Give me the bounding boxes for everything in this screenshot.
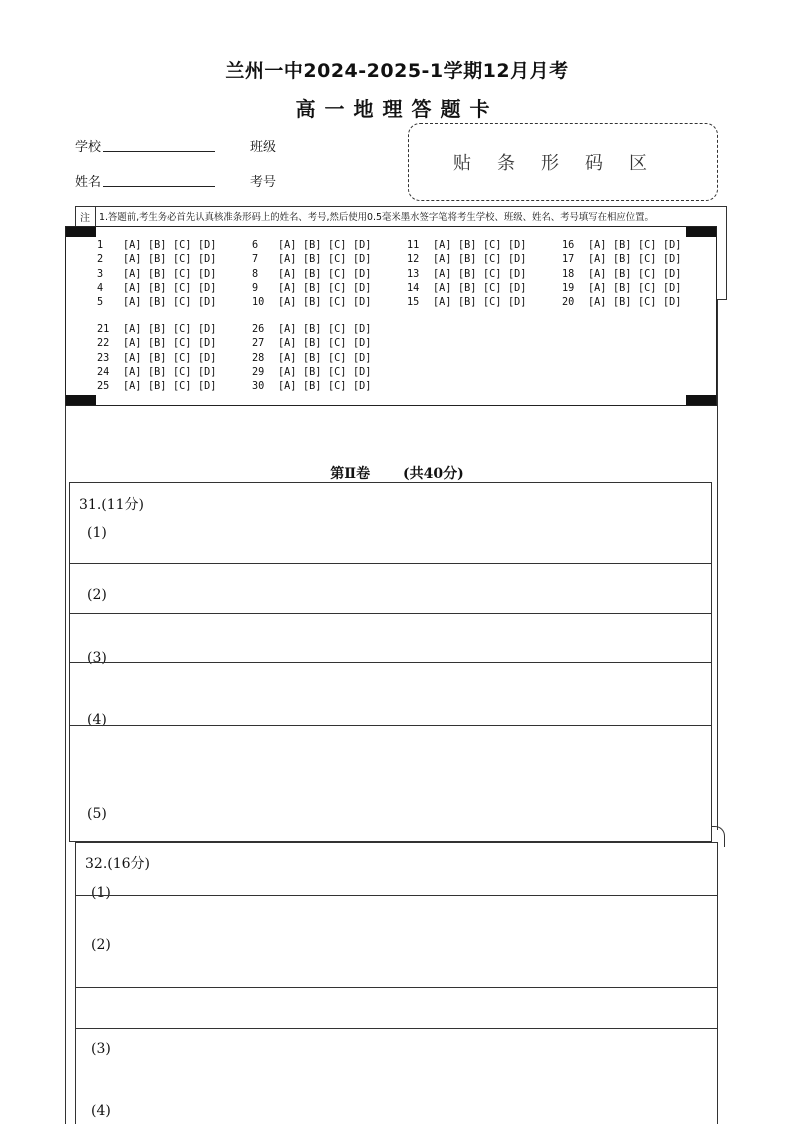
answer-bubble[interactable]: [C] [328,366,347,378]
answer-bubble[interactable]: [A] [588,240,607,251]
answer-bubble[interactable]: [A] [433,240,452,251]
mcq-row [252,282,378,296]
question-number: 3 [97,268,104,280]
answer-bubble[interactable]: [B] [458,254,477,266]
answer-bubble[interactable]: [C] [173,366,192,378]
name-label: 姓名 [75,175,102,190]
section-2-title: 第Ⅱ卷 [330,466,371,482]
answer-bubble[interactable]: [B] [303,254,322,266]
answer-bubble[interactable]: [D] [663,240,682,251]
answer-bubble[interactable]: [C] [638,240,657,251]
answer-bubble[interactable]: [C] [328,254,347,266]
question-number: 29 [252,366,265,378]
q31-sub-4: (4) [87,712,107,728]
answer-bubble[interactable]: [B] [458,268,477,280]
answer-bubble[interactable]: [C] [638,254,657,266]
answer-bubble[interactable]: [A] [278,240,297,251]
answer-bubble[interactable]: [A] [278,268,297,280]
question-number: 19 [562,282,575,294]
question-number: 14 [407,282,420,294]
answer-bubble[interactable]: [C] [483,282,502,294]
answer-bubble[interactable]: [B] [613,282,632,294]
answer-bubble[interactable]: [D] [353,338,372,350]
answer-bubble[interactable]: [A] [123,338,142,350]
frame-right-line [717,300,718,830]
mcq-column [97,239,223,310]
question-number: 5 [97,297,104,309]
alignment-mark [686,227,716,237]
answer-bubble[interactable]: [C] [483,268,502,280]
answer-bubble[interactable]: [B] [303,366,322,378]
section-2-heading [0,463,794,483]
exam-title: 兰州一中2024-2025-1学期12月月考 [225,60,569,82]
question-number: 24 [97,366,110,378]
mcq-row [407,296,533,310]
q32-sub-4: (4) [91,1103,111,1119]
answer-bubble[interactable]: [D] [198,282,217,294]
answer-bubble[interactable]: [D] [508,240,527,251]
q31-sub-5: (5) [87,806,107,822]
answer-bubble[interactable]: [D] [663,282,682,294]
frame-corner [712,826,725,847]
answer-bubble[interactable]: [C] [173,297,192,309]
answer-bubble[interactable]: [B] [613,297,632,309]
answer-bubble[interactable]: [A] [123,297,142,309]
question-number: 1 [97,240,104,251]
answer-bubble[interactable]: [D] [198,297,217,309]
answer-bubble[interactable]: [D] [508,297,527,309]
answer-bubble[interactable]: [C] [328,268,347,280]
mcq-row [97,352,223,366]
answer-bubble[interactable]: [A] [123,366,142,378]
answer-bubble[interactable]: [A] [123,268,142,280]
question-31-title: 31.(11分) [79,497,145,513]
answer-bubble[interactable]: [A] [588,254,607,266]
answer-bubble[interactable]: [C] [483,240,502,251]
question-number: 9 [252,282,259,294]
answer-bubble[interactable]: [A] [123,254,142,266]
divider [69,613,712,614]
question-number: 2 [97,254,104,266]
question-32-title: 32.(16分) [85,856,151,872]
answer-bubble[interactable]: [B] [613,268,632,280]
answer-bubble[interactable]: [B] [148,381,167,393]
divider [69,662,712,663]
answer-bubble[interactable]: [A] [588,297,607,309]
answer-sheet-title: 高一地理答题卡 [295,97,499,121]
answer-bubble[interactable]: [A] [278,352,297,364]
answer-bubble[interactable]: [D] [198,240,217,251]
answer-bubble[interactable]: [B] [148,254,167,266]
answer-bubble[interactable]: [A] [278,324,297,335]
mcq-row [97,282,223,296]
question-number: 20 [562,297,575,309]
answer-bubble[interactable]: [B] [613,240,632,251]
mcq-row [562,296,688,310]
answer-bubble[interactable]: [D] [353,254,372,266]
q32-sub-1: (1) [91,885,111,901]
barcode-area: 贴条形码区 [408,123,718,201]
question-number: 17 [562,254,575,266]
question-number: 11 [407,240,420,251]
note-item-1: 1.答题前,考生务必首先认真核准条形码上的姓名、考号,然后使用0.5毫米墨水签字笔将考生学校、班级、姓名、考号填写在相应位置。 [99,212,654,223]
mcq-row [252,366,378,380]
mcq-row [97,337,223,351]
answer-bubble[interactable]: [D] [198,254,217,266]
answer-bubble[interactable]: [A] [123,381,142,393]
question-number: 12 [407,254,420,266]
answer-bubble[interactable]: [C] [328,338,347,350]
answer-bubble[interactable]: [B] [148,366,167,378]
notes-label: 注 [75,206,96,226]
answer-bubble[interactable]: [C] [638,268,657,280]
mcq-row [252,268,378,282]
school-field[interactable] [103,137,215,152]
mcq-column [407,239,533,310]
answer-bubble[interactable]: [D] [353,381,372,393]
answer-bubble[interactable]: [D] [353,324,372,335]
answer-bubble[interactable]: [C] [328,352,347,364]
answer-bubble[interactable]: [D] [663,297,682,309]
answer-bubble[interactable]: [B] [303,297,322,309]
answer-bubble[interactable]: [B] [148,297,167,309]
mcq-row [97,366,223,380]
question-number: 30 [252,381,265,393]
answer-bubble[interactable]: [B] [303,268,322,280]
divider [69,563,712,564]
answer-bubble[interactable]: [A] [433,297,452,309]
mcq-row [97,239,223,253]
question-number: 15 [407,297,420,309]
answer-bubble[interactable]: [C] [173,268,192,280]
answer-bubble[interactable]: [C] [328,240,347,251]
class-label: 班级 [250,140,277,155]
answer-bubble[interactable]: [D] [508,282,527,294]
question-32-box[interactable] [75,842,718,1124]
answer-bubble[interactable]: [D] [353,297,372,309]
answer-bubble[interactable]: [A] [433,282,452,294]
mcq-column [562,239,688,310]
answer-bubble[interactable]: [D] [353,268,372,280]
mcq-column [97,323,223,394]
question-number: 25 [97,381,110,393]
answer-bubble[interactable]: [D] [508,268,527,280]
answer-bubble[interactable]: [D] [508,254,527,266]
answer-bubble[interactable]: [A] [433,268,452,280]
question-number: 10 [252,297,265,309]
answer-bubble[interactable]: [D] [198,268,217,280]
answer-bubble[interactable]: [D] [198,324,217,335]
q31-sub-2: (2) [87,587,107,603]
answer-bubble[interactable]: [C] [483,254,502,266]
mcq-column [252,323,378,394]
alignment-mark [66,227,96,237]
question-number: 16 [562,240,575,251]
answer-bubble[interactable]: [B] [148,324,167,335]
answer-bubble[interactable]: [D] [198,352,217,364]
q32-sub-3: (3) [91,1041,111,1057]
answer-bubble[interactable]: [B] [303,282,322,294]
answer-bubble[interactable]: [D] [353,366,372,378]
answer-bubble[interactable]: [C] [173,324,192,335]
divider [75,895,718,896]
answer-bubble[interactable]: [A] [123,240,142,251]
mcq-row [97,323,223,337]
mcq-row [252,239,378,253]
answer-bubble[interactable]: [C] [173,352,192,364]
divider [69,725,712,726]
answer-bubble[interactable]: [B] [148,282,167,294]
answer-bubble[interactable]: [D] [663,254,682,266]
answer-bubble[interactable]: [C] [173,254,192,266]
q31-sub-3: (3) [87,650,107,666]
answer-bubble[interactable]: [A] [123,352,142,364]
q31-sub-1: (1) [87,525,107,541]
answer-bubble[interactable]: [B] [303,352,322,364]
question-number: 7 [252,254,259,266]
name-field[interactable] [103,172,215,187]
mcq-row [252,352,378,366]
mcq-row [407,268,533,282]
question-number: 8 [252,268,259,280]
mcq-row [97,253,223,267]
q32-sub-2: (2) [91,937,111,953]
answer-bubble[interactable]: [D] [198,366,217,378]
answer-bubble[interactable]: [B] [148,240,167,251]
school-label: 学校 [75,140,102,155]
divider [75,1028,718,1029]
answer-bubble[interactable]: [C] [328,324,347,335]
answer-bubble[interactable]: [C] [638,297,657,309]
question-number: 27 [252,338,265,350]
answer-bubble[interactable]: [B] [148,352,167,364]
answer-bubble[interactable]: [B] [148,268,167,280]
divider [75,987,718,988]
answer-bubble[interactable]: [C] [483,297,502,309]
question-number: 6 [252,240,259,251]
answer-bubble[interactable]: [C] [328,297,347,309]
section-2-score: (共40分) [402,466,464,482]
mcq-row [252,253,378,267]
answer-bubble[interactable]: [A] [278,254,297,266]
answer-bubble[interactable]: [C] [173,338,192,350]
question-number: 28 [252,352,265,364]
answer-bubble[interactable]: [C] [173,282,192,294]
mcq-row [562,268,688,282]
frame-left-line [65,400,66,1124]
mcq-row [97,268,223,282]
answer-bubble[interactable]: [B] [613,254,632,266]
answer-bubble[interactable]: [C] [328,381,347,393]
multiple-choice-box [65,226,717,406]
question-number: 4 [97,282,104,294]
mcq-row [252,337,378,351]
mcq-column [252,239,378,310]
question-number: 18 [562,268,575,280]
mcq-row [97,296,223,310]
alignment-mark [66,395,96,405]
question-number: 21 [97,324,110,335]
answer-bubble[interactable]: [D] [353,352,372,364]
mcq-row [562,239,688,253]
answer-bubble[interactable]: [B] [303,324,322,335]
question-number: 13 [407,268,420,280]
answer-bubble[interactable]: [C] [328,282,347,294]
answer-bubble[interactable]: [D] [198,338,217,350]
mcq-group-2 [97,323,717,398]
answer-bubble[interactable]: [B] [303,240,322,251]
answer-bubble[interactable]: [A] [433,254,452,266]
mcq-row [97,380,223,394]
answer-bubble[interactable]: [A] [278,297,297,309]
answer-bubble[interactable]: [B] [148,338,167,350]
answer-bubble[interactable]: [A] [588,282,607,294]
answer-bubble[interactable]: [D] [353,240,372,251]
mcq-row [562,282,688,296]
mcq-row [562,253,688,267]
answer-bubble[interactable]: [A] [278,366,297,378]
answer-bubble[interactable]: [B] [458,297,477,309]
answer-bubble[interactable]: [C] [173,381,192,393]
answer-bubble[interactable]: [C] [638,282,657,294]
answer-bubble[interactable]: [B] [458,240,477,251]
answer-bubble[interactable]: [A] [123,282,142,294]
mcq-row [252,380,378,394]
mcq-row [407,282,533,296]
question-number: 22 [97,338,110,350]
answer-bubble[interactable]: [A] [588,268,607,280]
mcq-row [252,296,378,310]
answer-bubble[interactable]: [A] [278,282,297,294]
mcq-group-1 [97,239,717,314]
mcq-row [407,239,533,253]
answer-bubble[interactable]: [D] [198,381,217,393]
answer-bubble[interactable]: [D] [353,282,372,294]
mcq-row [407,253,533,267]
answer-bubble[interactable]: [A] [278,338,297,350]
question-number: 23 [97,352,110,364]
answer-bubble[interactable]: [B] [303,338,322,350]
answer-bubble[interactable]: [A] [278,381,297,393]
exam-number-label: 考号 [250,175,277,190]
mcq-row [252,323,378,337]
answer-bubble[interactable]: [A] [123,324,142,335]
answer-bubble[interactable]: [B] [303,381,322,393]
answer-bubble[interactable]: [B] [458,282,477,294]
answer-bubble[interactable]: [C] [173,240,192,251]
question-number: 26 [252,324,265,335]
answer-bubble[interactable]: [D] [663,268,682,280]
